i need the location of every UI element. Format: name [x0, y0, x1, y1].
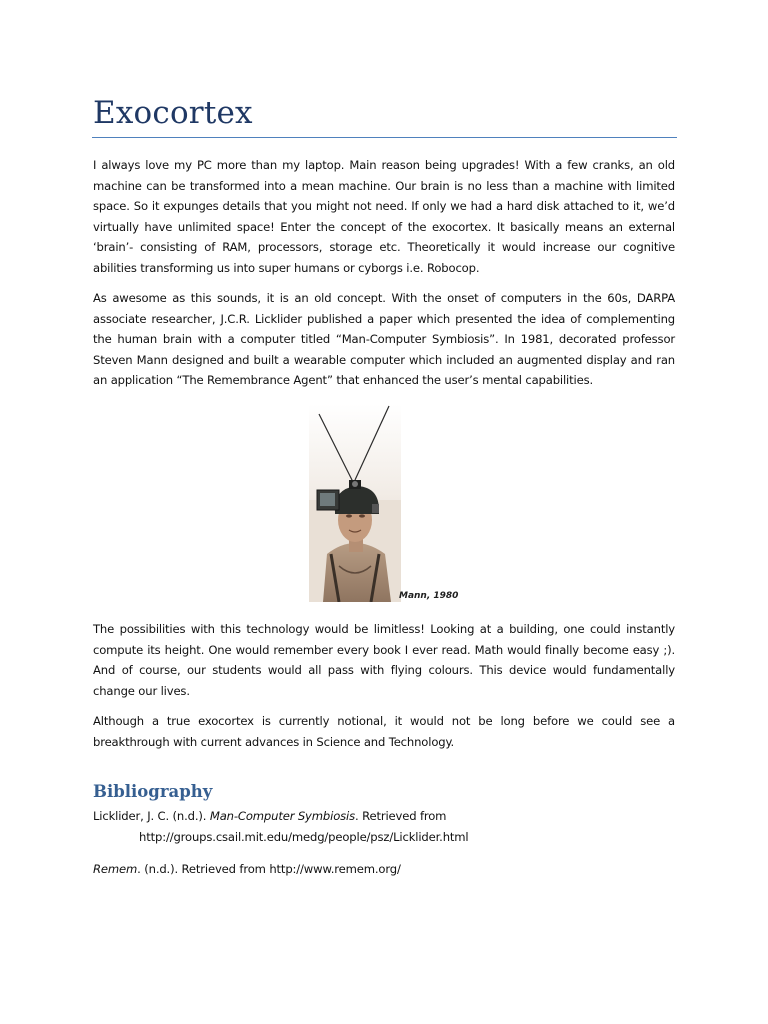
- page-title: Exocortex: [93, 95, 253, 131]
- body-paragraph: Although a true exocortex is currently notional, it would not be long before we could see a breakthrough with current advances in Science and Technology.: [93, 714, 675, 749]
- bib-retrieved: . Retrieved from: [355, 809, 447, 823]
- bib-retrieved: . (n.d.). Retrieved from http://www.remem.org/: [137, 862, 401, 876]
- bib-url: http://groups.csail.mit.edu/medg/people/psz/Licklider.html: [139, 829, 469, 844]
- title-underline: [92, 137, 677, 138]
- mann-wearable-computer-photo: [309, 404, 401, 602]
- body-paragraph: The possibilities with this technology would be limitless! Looking at a building, one could instantly compute its height. One would remember every book I ever read. Math would finally become easy ;). And of course, our students would all pass with flying colours. This device would fundamentally change our lives.: [93, 622, 675, 698]
- body-paragraph: I always love my PC more than my laptop. Main reason being upgrades! With a few cranks, an old machine can be transformed into a mean machine. Our brain is no less than a machine with limited space. So it expunges details that you might not need. If only we had a hard disk attached to it, we’d virtually have unlimited space! Enter the concept of the exocortex. It basically means an external ‘brain’- consisting of RAM, processors, storage etc. Theoretically it would increase our cognitive abilities transforming us into super humans or cyborgs i.e. Robocop.: [93, 158, 675, 275]
- figure-caption: Mann, 1980: [399, 591, 459, 601]
- bibliography-entry: [93, 859, 401, 880]
- body-paragraph: As awesome as this sounds, it is an old concept. With the onset of computers in the 60s, DARPA associate researcher, J.C.R. Licklider published a paper which presented the idea of complementing the human brain with a computer titled “Man-Computer Symbiosis”. In 1981, decorated professor Steven Mann designed and built a wearable computer which included an augmented display and ran an application “The Remembrance Agent” that enhanced the user’s mental capabilities.: [93, 291, 675, 387]
- bib-work-title: Man-Computer Symbiosis: [209, 809, 355, 823]
- bibliography-entry: [93, 806, 469, 847]
- bib-work-title: Remem: [93, 862, 138, 876]
- bib-author: Licklider, J. C. (n.d.).: [93, 809, 210, 823]
- photo-illustration: [309, 404, 401, 602]
- bibliography-heading: Bibliography: [93, 782, 213, 801]
